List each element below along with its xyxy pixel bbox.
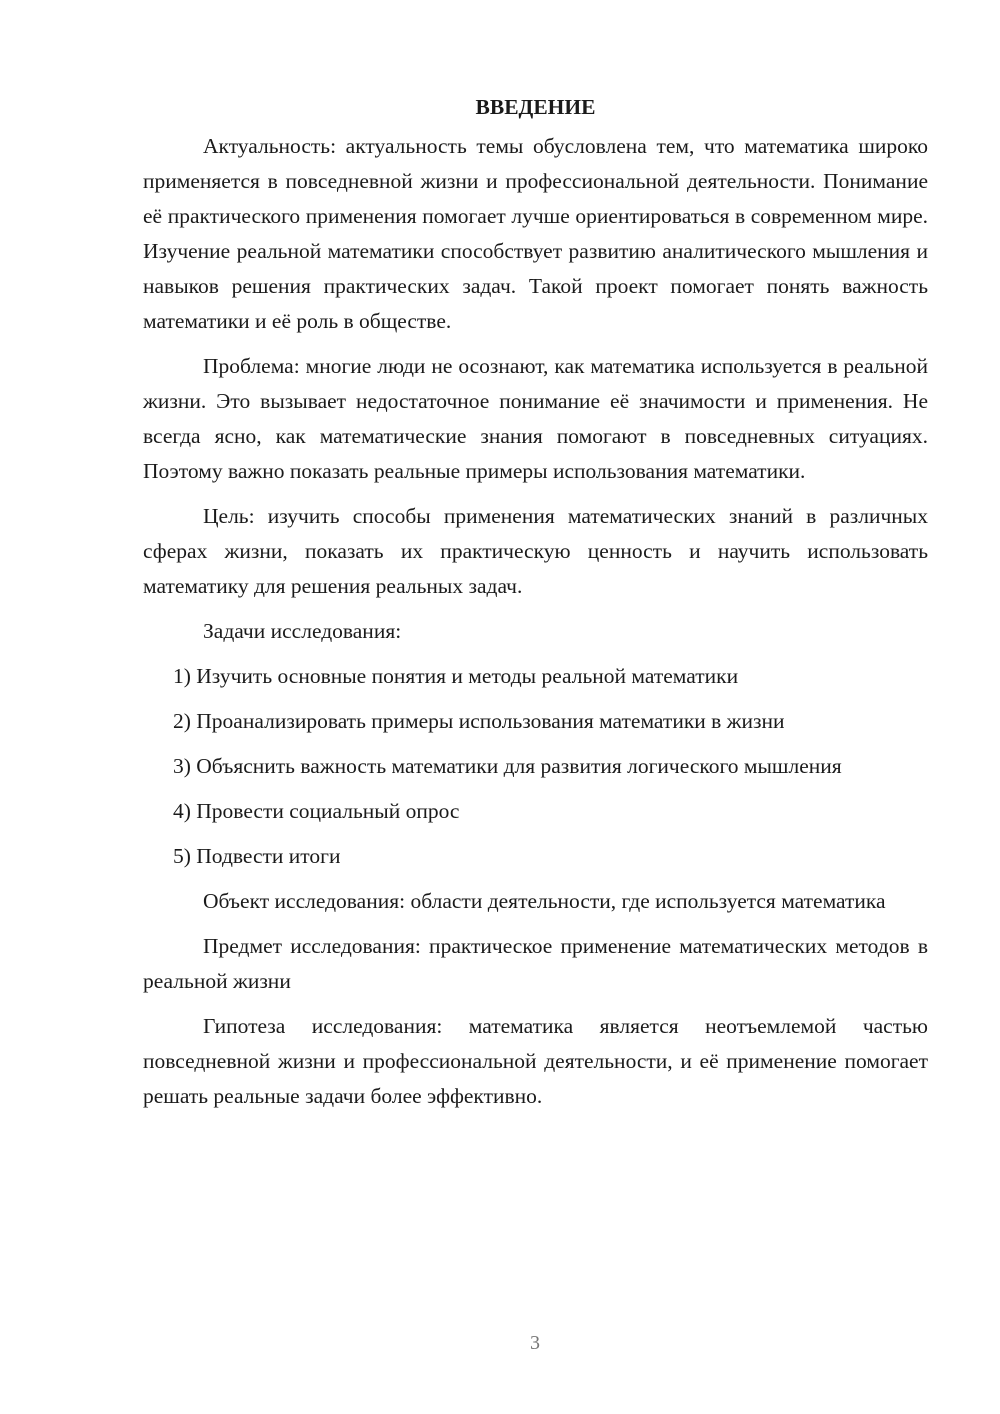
list-item: 3) Объяснить важность математики для развития логического мышления <box>173 754 842 778</box>
subject-paragraph: Предмет исследования: практическое применение математических методов в реальной жизни <box>143 934 928 993</box>
document-page <box>143 90 928 1124</box>
tasks-label: Задачи исследования: <box>203 619 402 643</box>
list-item: 4) Провести социальный опрос <box>173 799 460 823</box>
relevance-paragraph: Актуальность: актуальность темы обусловлена тем, что математика широко применяется в повседневной жизни и профессиональной деятельности. Понимание её практического применения помогает лучше ориентироваться в современном мире. Изучение реальной математики способствует развитию аналитического мышления и навыков решения практических задач. Такой проект помогает понять важность математики и её роль в обществе. <box>143 134 928 333</box>
object-paragraph: Объект исследования: области деятельности, где используется математика <box>203 889 886 913</box>
problem-paragraph: Проблема: многие люди не осознают, как математика используется в реальной жизни. Это вызывает недостаточное понимание её значимости и применения. Не всегда ясно, как математические знания помогают в повседневных ситуациях. Поэтому важно показать реальные примеры использования математики. <box>143 354 928 483</box>
page-number: 3 <box>530 1332 540 1354</box>
page-title: ВВЕДЕНИЕ <box>475 95 596 119</box>
hypothesis-paragraph: Гипотеза исследования: математика является неотъемлемой частью повседневной жизни и профессиональной деятельности, и её применение помогает решать реальные задачи более эффективно. <box>143 1014 928 1108</box>
goal-paragraph: Цель: изучить способы применения математических знаний в различных сферах жизни, показать их практическую ценность и научить использовать математику для решения реальных задач. <box>143 504 928 598</box>
list-item: 2) Проанализировать примеры использования математики в жизни <box>173 709 785 733</box>
list-item: 5) Подвести итоги <box>173 844 341 868</box>
tasks-list <box>143 659 928 874</box>
list-item: 1) Изучить основные понятия и методы реальной математики <box>173 664 739 688</box>
